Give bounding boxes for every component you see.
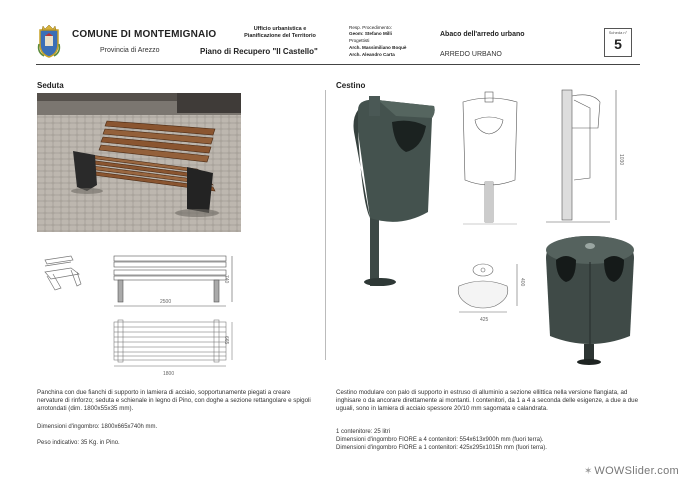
abaco-title: Abaco dell'arredo urbano — [440, 31, 525, 38]
seduta-weight: Peso indicativo: 35 Kg. in Pino. — [37, 440, 120, 446]
progettista-1: Arch. Massimiliano Boquè — [349, 45, 407, 50]
seduta-dimensions: Dimensioni d'ingombro: 1800x665x740h mm. — [37, 424, 158, 430]
seduta-description: Panchina con due fianchi di supporto in lamiera di acciaio, sopportunamente piegati a creare nervature di rinforzo; seduta e schienale in legno di Pino, con doghe a sezione rettangolare e spigoli arrotondati (dim. 1800x55x35 mm). — [37, 389, 311, 412]
scheda-box — [604, 28, 632, 57]
section-name: ARREDO URBANO — [440, 51, 502, 58]
bench-dim-width: 2500 — [160, 299, 172, 305]
bin-side-elevation — [540, 88, 630, 228]
bench-plan-drawing — [108, 318, 238, 370]
cestino-description: Cestino modulare con palo di supporto in estruso di alluminio a sezione ellittica nella versione flangiata, ad inghisare o da ancorare direttamente ai montanti. I contenitori, da 1 a 4 a seconda delle esigenze, a due a due uguali, sono in lamiera di acciaio spessore 20/10 mm sagomata e calandrata. — [336, 389, 639, 412]
bench-dim-height: 740 — [223, 275, 229, 284]
scheda-label: Scheda n° — [608, 30, 628, 35]
header-divider — [36, 64, 640, 65]
cestino-capacity: 1 contenitore: 25 litri — [336, 429, 391, 435]
watermark-brand: WOWSlider.com — [594, 465, 679, 477]
ufficio-line2: Pianificazione del Territorio — [244, 33, 316, 39]
bin-dim-height: 1030 — [618, 154, 624, 166]
bin-front-elevation — [455, 90, 527, 230]
bin-dim-depth: 400 — [519, 278, 525, 287]
bin-flower-photo — [540, 232, 640, 372]
cestino-dim-4: Dimensioni d'ingombro FIORE a 4 contenitori: 554x613x900h mm (fuori terra). — [336, 437, 544, 443]
seduta-title: Seduta — [37, 81, 64, 90]
bench-dim-length: 1800 — [163, 371, 175, 377]
progettista-2: Arch. Aleandro Carta — [349, 52, 395, 57]
bench-dim-depth: 665 — [223, 336, 229, 345]
piano-title: Piano di Recupero "Il Castello" — [200, 47, 318, 56]
cestino-title: Cestino — [336, 81, 366, 90]
column-divider — [325, 90, 326, 360]
scheda-number: 5 — [614, 36, 622, 52]
comune-name: COMUNE DI MONTEMIGNAIO — [72, 29, 217, 40]
bench-photo — [37, 93, 241, 232]
cestino-dim-1: Dimensioni d'ingombro FIORE a 1 contenitori: 425x295x1015h mm (fuori terra). — [336, 445, 547, 451]
resp-name: Geom: Stefano Milli — [349, 31, 392, 36]
municipal-crest — [36, 24, 62, 58]
bin-dim-width: 425 — [480, 317, 489, 323]
progettisti-label: Progettisti — [349, 38, 370, 43]
bench-sketch — [41, 252, 83, 294]
star-icon: ✶ — [584, 466, 593, 477]
bin-photo — [340, 92, 440, 288]
resp-label: Resp. Procedimento: — [349, 25, 392, 30]
ufficio-line1: Ufficio urbanistica e — [253, 26, 307, 32]
bench-elevation-drawing — [108, 252, 238, 310]
footer-watermark — [584, 461, 679, 475]
provincia: Provincia di Arezzo — [100, 47, 160, 54]
